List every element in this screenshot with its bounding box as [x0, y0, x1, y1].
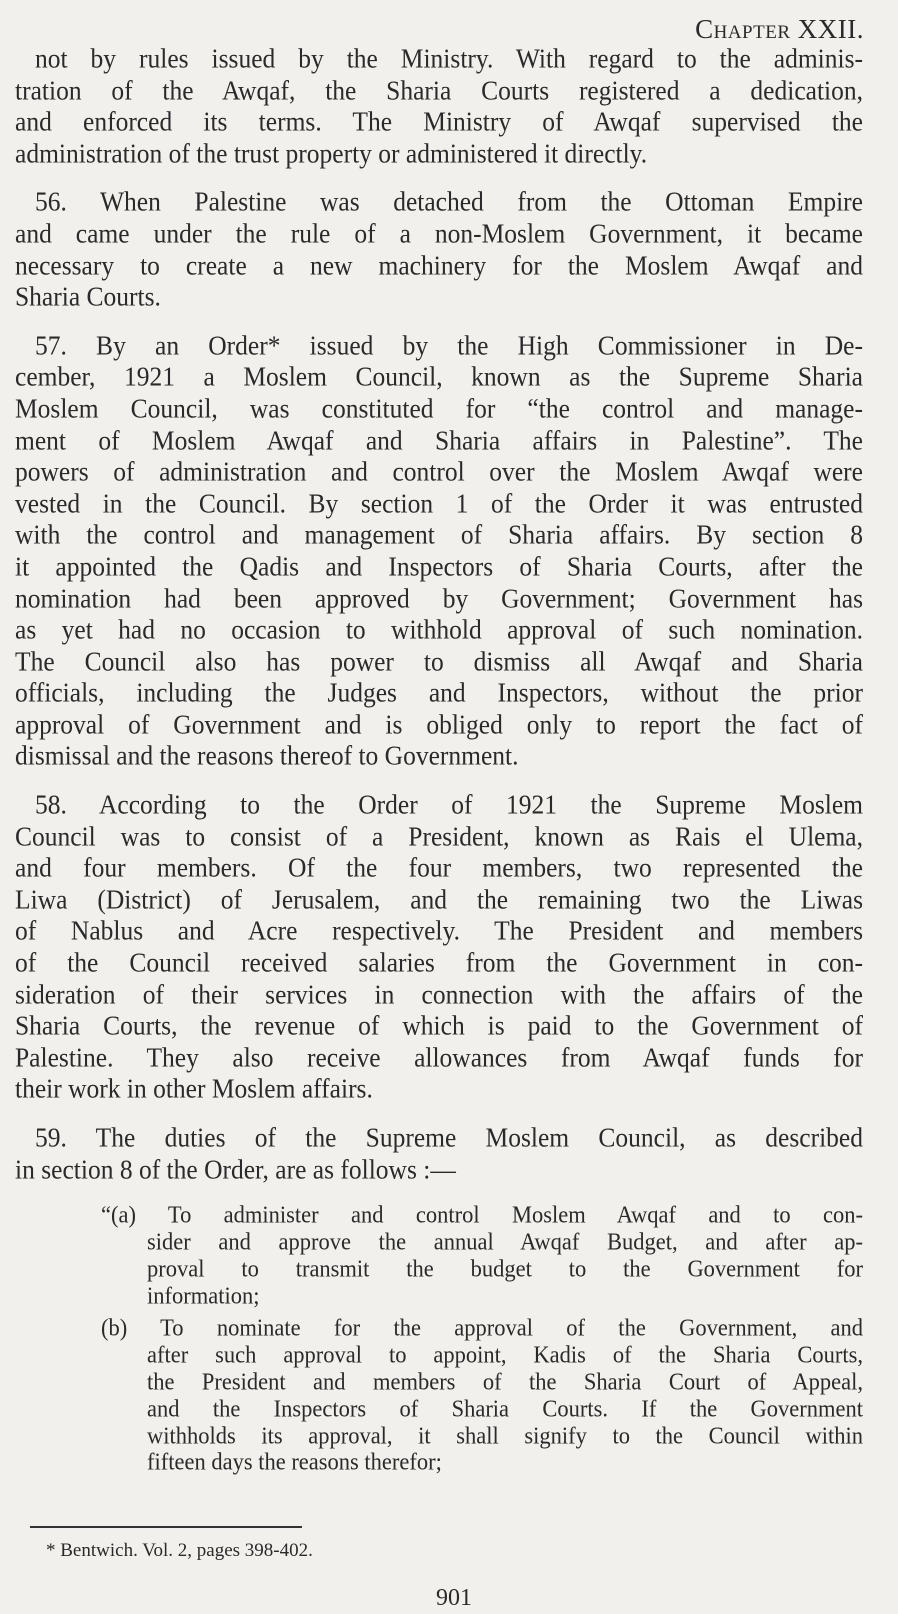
page-number: 901	[436, 1585, 472, 1611]
text-line: the President and members of the Sharia Court of Appeal,	[147, 1367, 863, 1395]
text-line: and the Inspectors of Sharia Courts. If the Government	[147, 1394, 863, 1422]
footnote-divider	[30, 1526, 302, 1528]
text-line: 57. By an Order* issued by the High Commissioner in De-	[35, 329, 863, 361]
text-line: Sharia Courts, the revenue of which is paid to the Government of	[15, 1010, 863, 1042]
quote-item	[101, 1314, 863, 1476]
text-line: it appointed the Qadis and Inspectors of Sharia Courts, after the	[15, 550, 863, 583]
text-line: tration of the Awqaf, the Sharia Courts registered a dedication,	[15, 74, 863, 106]
page-body	[15, 43, 863, 1482]
chapter-title: Chapter XXII.	[695, 14, 864, 44]
text-line: powers of administration and control over the Moslem Awqaf were	[15, 455, 863, 488]
text-line: fifteen days the reasons therefor;	[147, 1448, 442, 1476]
paragraph	[15, 330, 863, 772]
chapter-header	[695, 14, 864, 45]
text-line: 58. According to the Order of 1921 the Supreme Moslem	[35, 788, 863, 821]
text-line: sider and approve the annual Awqaf Budget, and after ap-	[147, 1227, 863, 1255]
paragraphs	[15, 43, 863, 1185]
text-line: as yet had no occasion to withhold approval of such nomination.	[15, 613, 863, 646]
text-line: 59. The duties of the Supreme Moslem Council, as described	[35, 1121, 863, 1154]
text-line: in section 8 of the Order, are as follows :—	[15, 1153, 456, 1185]
text-line: and enforced its terms. The Ministry of Awqaf supervised the	[15, 106, 863, 138]
text-line: Council was to consist of a President, known as Rais el Ulema,	[15, 820, 863, 852]
text-line: of Nablus and Acre respectively. The President and members	[15, 915, 863, 947]
quoted-duties-list	[101, 1201, 863, 1476]
text-line: their work in other Moslem affairs.	[15, 1073, 373, 1105]
text-line: The Council also has power to dismiss all Awqaf and Sharia	[15, 645, 863, 677]
text-line: administration of the trust property or administered it directly.	[15, 137, 648, 169]
text-line: and four members. Of the four members, two represented the	[15, 852, 863, 884]
text-line: nomination had been approved by Government; Government has	[15, 582, 863, 614]
text-line: “(a) To administer and control Moslem Awqaf and to con-	[101, 1201, 863, 1229]
text-line: with the control and management of Sharia affairs. By section 8	[15, 519, 863, 551]
text-line: Palestine. They also receive allowances from Awqaf funds for	[15, 1041, 863, 1073]
text-line: Liwa (District) of Jerusalem, and the remaining two the Liwas	[15, 883, 863, 915]
quote-item	[101, 1201, 863, 1309]
text-line: after such approval to appoint, Kadis of the Sharia Courts,	[147, 1341, 863, 1369]
paragraph	[15, 1122, 863, 1185]
text-line: not by rules issued by the Ministry. With regard to the adminis-	[35, 42, 863, 75]
text-line: proval to transmit the budget to the Government for	[147, 1254, 863, 1282]
paragraph	[15, 186, 863, 312]
text-line: ment of Moslem Awqaf and Sharia affairs in Palestine”. The	[15, 424, 863, 456]
text-line: vested in the Council. By section 1 of the Order it was entrusted	[15, 487, 863, 519]
text-line: of the Council received salaries from the Government in con-	[15, 946, 863, 979]
text-line: cember, 1921 a Moslem Council, known as the Supreme Sharia	[15, 361, 863, 393]
text-line: 56. When Palestine was detached from the Ottoman Empire	[35, 186, 863, 218]
text-line: sideration of their services in connection with the affairs of the	[15, 978, 863, 1010]
text-line: (b) To nominate for the approval of the Government, and	[101, 1314, 863, 1342]
text-line: Sharia Courts.	[15, 280, 161, 313]
text-line: withholds its approval, it shall signify to the Council within	[147, 1421, 863, 1449]
footnote: * Bentwich. Vol. 2, pages 398-402.	[46, 1540, 313, 1561]
text-line: and came under the rule of a non-Moslem Government, it became	[15, 217, 863, 250]
text-line: necessary to create a new machinery for the Moslem Awqaf and	[15, 249, 863, 281]
paragraph	[15, 43, 863, 169]
text-line: approval of Government and is obliged only to report the fact of	[15, 708, 863, 741]
text-line: dismissal and the reasons thereof to Government.	[15, 740, 519, 772]
paragraph	[15, 789, 863, 1105]
text-line: officials, including the Judges and Inspectors, without the prior	[15, 677, 863, 709]
text-line: information;	[147, 1281, 260, 1309]
text-line: Moslem Council, was constituted for “the control and manage-	[15, 392, 863, 425]
